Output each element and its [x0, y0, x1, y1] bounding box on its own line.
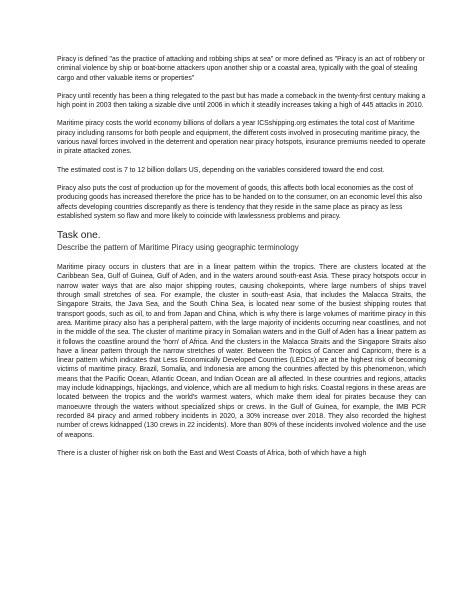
economy-paragraph: Piracy also puts the cost of production up for the movement of goods, this affects both local economies as the cost of producing goods has increased therefore the price has to be handed on to the consumer, on an economic level this also affects developing countries discrepantly as there is tendency that they reside in the same place as piracy as less established system so flaw and more likely to coincide with lawlessness problems and piracy.	[57, 184, 423, 220]
pattern-paragraph: Maritime piracy occurs in clusters that are in a linear pattern within the tropics. There are clusters located at the Caribbean Sea, Gulf of Guinea, Gulf of Aden, and in the waters around south-east Asia. These piracy hotspots occur in narrow water ways that are also major shipping routes, causing chokepoints, where large numbers of ships travel through small stretches of sea. For example, the cluster in south-east Asia, that includes the Malacca Straits, the Singapore Straits, the Java Sea, and the South China Sea, is located near some of the busiest shipping routes that transport goods, such as oil, to and from Japan and China, which is why there is large volumes of maritime piracy in this area. Maritime piracy also has a peripheral pattern, with the large majority of incidents occurring near coastlines, and not in the middle of the sea. The cluster of maritime piracy in Somalian waters and in the Gulf of Aden has a linear pattern as it follows the coastline around the 'horn' of Africa. And the clusters in the Malacca Straits and the Singapore Straits also have a linear pattern through the narrow stretches of water. Between the Tropics of Cancer and Capricorn, there is a linear pattern which indicates that Less Economically Developed Countries (LEDCs) are at the highest risk of becoming victims of maritime piracy. Brazil, Somalia, and Indonesia are among the countries affected by this phenomenon, which means that the Pacific Ocean, Atlantic Ocean, and Indian Ocean are all affected. In these countries and regions, attacks may include kidnappings, hijackings, and violence, which are all medium to high risks. Coastal regions in these areas are located between the tropics and the world's warmest waters, which make them ideal for pirates because they can manoeuvre through the waters without specialized ships or crews. In the Gulf of Guinea, for example, the IMB PCR recorded 84 piracy and armed robbery incidents in 2020, a 30% increase over 2018. They also recorded the highest number of crews kidnapped (130 crews in 22 incidents). More than 80% of these incidents involved violence and the use of weapons.	[57, 264, 426, 439]
definition-paragraph: Piracy is defined "as the practice of attacking and robbing ships at sea" or more defined as "Piracy is an act of robbery or criminal violence by ship or boat-borne attackers upon another ship or a coastal area, typically with the goal of stealing cargo and other valuable items or properties"	[57, 56, 425, 82]
africa-paragraph: There is a cluster of higher risk on both the East and West Coasts of Africa, both of which have a high	[57, 449, 367, 457]
cost-paragraph: Maritime piracy costs the world economy billions of dollars a year ICSshipping.org estimates the total cost of Maritime piracy including ransoms for both people and equipment, the different costs involved in prosecuting maritime piracy, the various naval forces involved in the deterrent and operation near piracy hotspots, insurance premiums needed to operate in pirate attacked zones.	[57, 120, 426, 156]
history-paragraph: Piracy until recently has been a thing relegated to the past but has made a comeback in the twenty-first century making a high point in 2003 then taking a sizable dive until 2006 in which it steadily increases taking a high of 445 attacks in 2010.	[57, 92, 426, 110]
estimate-paragraph: The estimated cost is 7 to 12 billion dollars US, depending on the variables considered toward the end cost.	[57, 166, 385, 174]
task-subheading: Describe the pattern of Maritime Piracy using geographic terminology	[57, 243, 299, 253]
task-heading: Task one.	[57, 230, 101, 242]
